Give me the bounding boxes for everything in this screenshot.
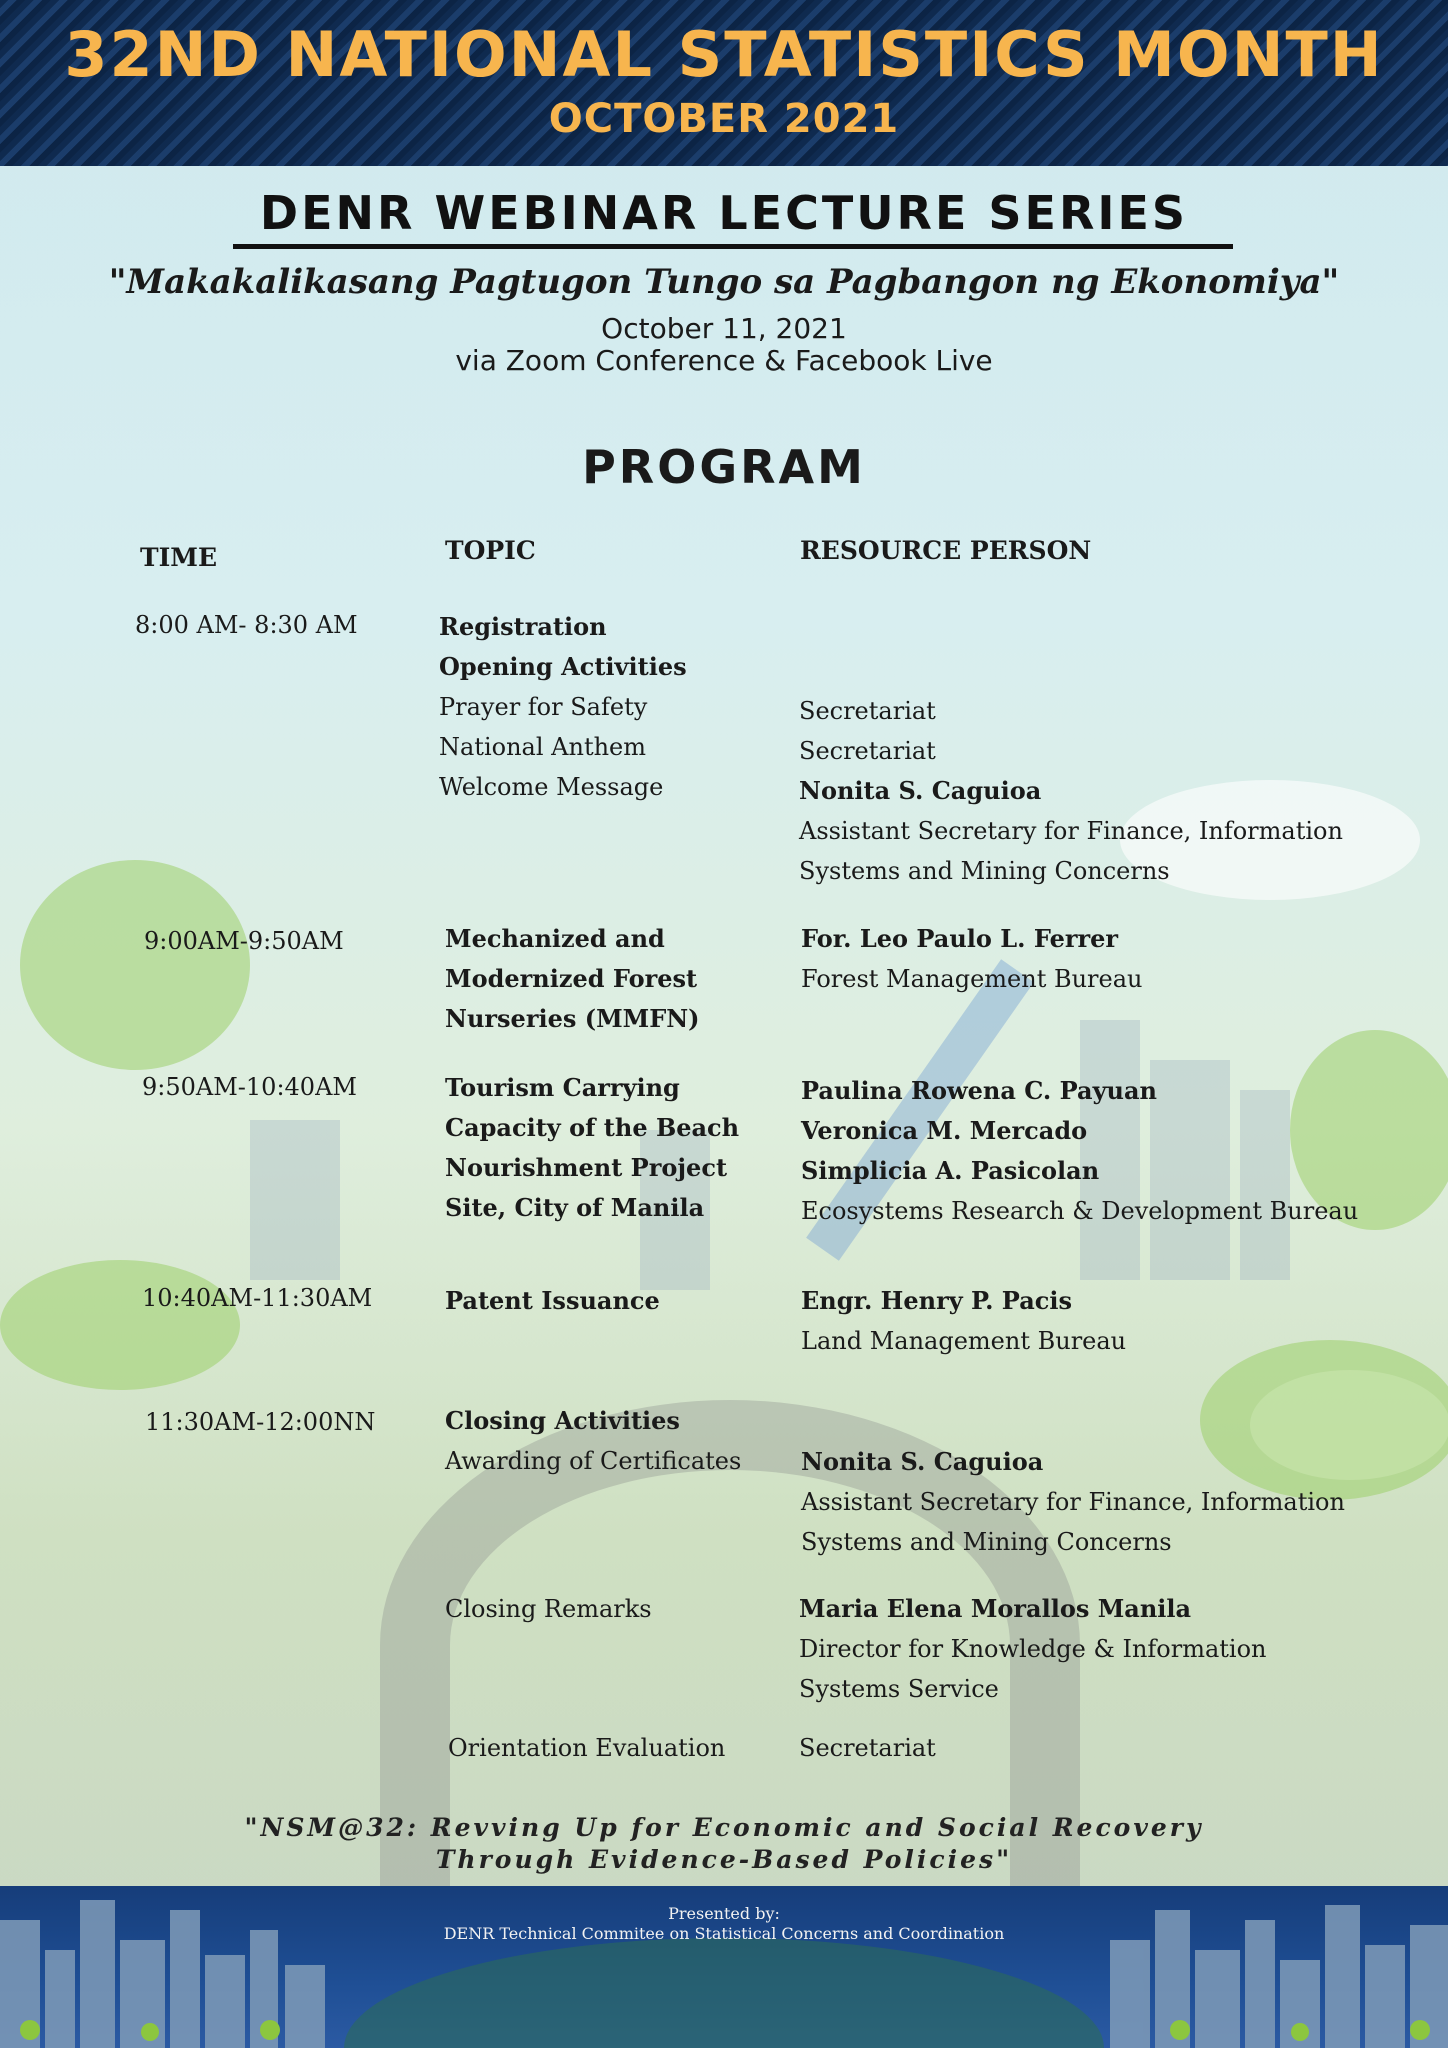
person-line: Secretariat bbox=[799, 737, 936, 765]
person-line: Ecosystems Research & Development Bureau bbox=[801, 1197, 1359, 1225]
topic-line: Awarding of Certificates bbox=[445, 1447, 742, 1475]
topic-cell bbox=[445, 1068, 739, 1228]
resource-person-cell bbox=[801, 919, 1143, 999]
topic-line: Capacity of the Beach bbox=[445, 1113, 740, 1142]
column-header-time: TIME bbox=[140, 543, 218, 572]
person-line: Forest Management Bureau bbox=[801, 965, 1143, 993]
event-date: October 11, 2021 bbox=[601, 312, 847, 345]
series-title: DENR WEBINAR LECTURE SERIES bbox=[259, 186, 1189, 240]
tree-shape bbox=[0, 1260, 240, 1390]
slogan bbox=[0, 1812, 1448, 1876]
topic-cell bbox=[448, 1728, 725, 1768]
event-theme: "Makakalikasang Pagtugon Tungo sa Pagbangon ng Ekonomiya" bbox=[108, 262, 1340, 302]
person-line: Paulina Rowena C. Payuan bbox=[801, 1076, 1157, 1105]
topic-line: Welcome Message bbox=[439, 773, 664, 801]
topic-line: Mechanized and bbox=[445, 924, 665, 953]
program-heading: PROGRAM bbox=[582, 440, 866, 494]
slogan-line: "NSM@32: Revving Up for Economic and Social Recovery bbox=[244, 1813, 1204, 1842]
committee-name: DENR Technical Commitee on Statistical Concerns and Coordination bbox=[443, 1924, 1005, 1943]
tree-shape bbox=[20, 860, 250, 1070]
topic-line: Modernized Forest bbox=[445, 964, 698, 993]
topic-cell bbox=[445, 919, 700, 1039]
person-line: Systems and Mining Concerns bbox=[799, 857, 1170, 885]
topic-line: National Anthem bbox=[439, 733, 646, 761]
person-line: Assistant Secretary for Finance, Information bbox=[799, 817, 1343, 845]
resource-person-cell bbox=[801, 1071, 1358, 1231]
column-header-topic: TOPIC bbox=[445, 536, 536, 565]
resource-person-cell bbox=[801, 1442, 1345, 1562]
person-line: Maria Elena Morallos Manila bbox=[799, 1594, 1192, 1623]
topic-line: Orientation Evaluation bbox=[448, 1734, 726, 1762]
resource-person-cell bbox=[799, 691, 1343, 891]
topic-line: Opening Activities bbox=[439, 652, 687, 681]
time-slot: 9:00AM-9:50AM bbox=[144, 927, 344, 955]
time-slot: 11:30AM-12:00NN bbox=[145, 1408, 376, 1436]
person-line: For. Leo Paulo L. Ferrer bbox=[801, 924, 1119, 953]
person-line: Secretariat bbox=[799, 1734, 936, 1762]
topic-line: Closing Remarks bbox=[445, 1595, 652, 1623]
main-title: 32ND NATIONAL STATISTICS MONTH bbox=[64, 18, 1384, 91]
presented-by-label: Presented by: bbox=[668, 1904, 780, 1923]
slogan-line: Through Evidence-Based Policies" bbox=[435, 1845, 1013, 1874]
topic-line: Prayer for Safety bbox=[439, 693, 648, 721]
resource-person-cell bbox=[799, 1728, 936, 1768]
topic-line: Registration bbox=[439, 612, 607, 641]
person-line: Secretariat bbox=[799, 697, 936, 725]
person-line: Systems Service bbox=[799, 1675, 999, 1703]
month-subtitle: OCTOBER 2021 bbox=[548, 96, 900, 142]
topic-cell bbox=[445, 1401, 741, 1481]
topic-line: Patent Issuance bbox=[445, 1286, 660, 1315]
person-line: Assistant Secretary for Finance, Information bbox=[801, 1488, 1345, 1516]
resource-person-cell bbox=[801, 1281, 1126, 1361]
person-line: Veronica M. Mercado bbox=[801, 1116, 1088, 1145]
resource-person-cell bbox=[799, 1589, 1267, 1709]
topic-line: Closing Activities bbox=[445, 1406, 680, 1435]
topic-cell bbox=[445, 1281, 660, 1321]
time-slot: 8:00 AM- 8:30 AM bbox=[135, 611, 358, 639]
topic-line: Site, City of Manila bbox=[445, 1193, 705, 1222]
person-line: Engr. Henry P. Pacis bbox=[801, 1286, 1072, 1315]
topic-line: Nourishment Project bbox=[445, 1153, 728, 1182]
person-line: Simplicia A. Pasicolan bbox=[801, 1156, 1100, 1185]
person-line: Nonita S. Caguioa bbox=[799, 776, 1042, 805]
topic-line: Nurseries (MMFN) bbox=[445, 1004, 700, 1033]
person-line: Land Management Bureau bbox=[801, 1327, 1127, 1355]
topic-cell bbox=[439, 607, 687, 807]
person-line: Nonita S. Caguioa bbox=[801, 1447, 1044, 1476]
title-divider bbox=[233, 244, 1233, 249]
building-shape bbox=[250, 1120, 340, 1280]
person-line: Systems and Mining Concerns bbox=[801, 1528, 1172, 1556]
topic-line: Tourism Carrying bbox=[445, 1073, 680, 1102]
column-header-resource-person: RESOURCE PERSON bbox=[800, 536, 1092, 565]
time-slot: 9:50AM-10:40AM bbox=[142, 1073, 357, 1101]
topic-cell bbox=[445, 1589, 652, 1629]
person-line: Director for Knowledge & Information bbox=[799, 1635, 1267, 1663]
event-venue: via Zoom Conference & Facebook Live bbox=[455, 344, 993, 377]
time-slot: 10:40AM-11:30AM bbox=[142, 1284, 373, 1312]
